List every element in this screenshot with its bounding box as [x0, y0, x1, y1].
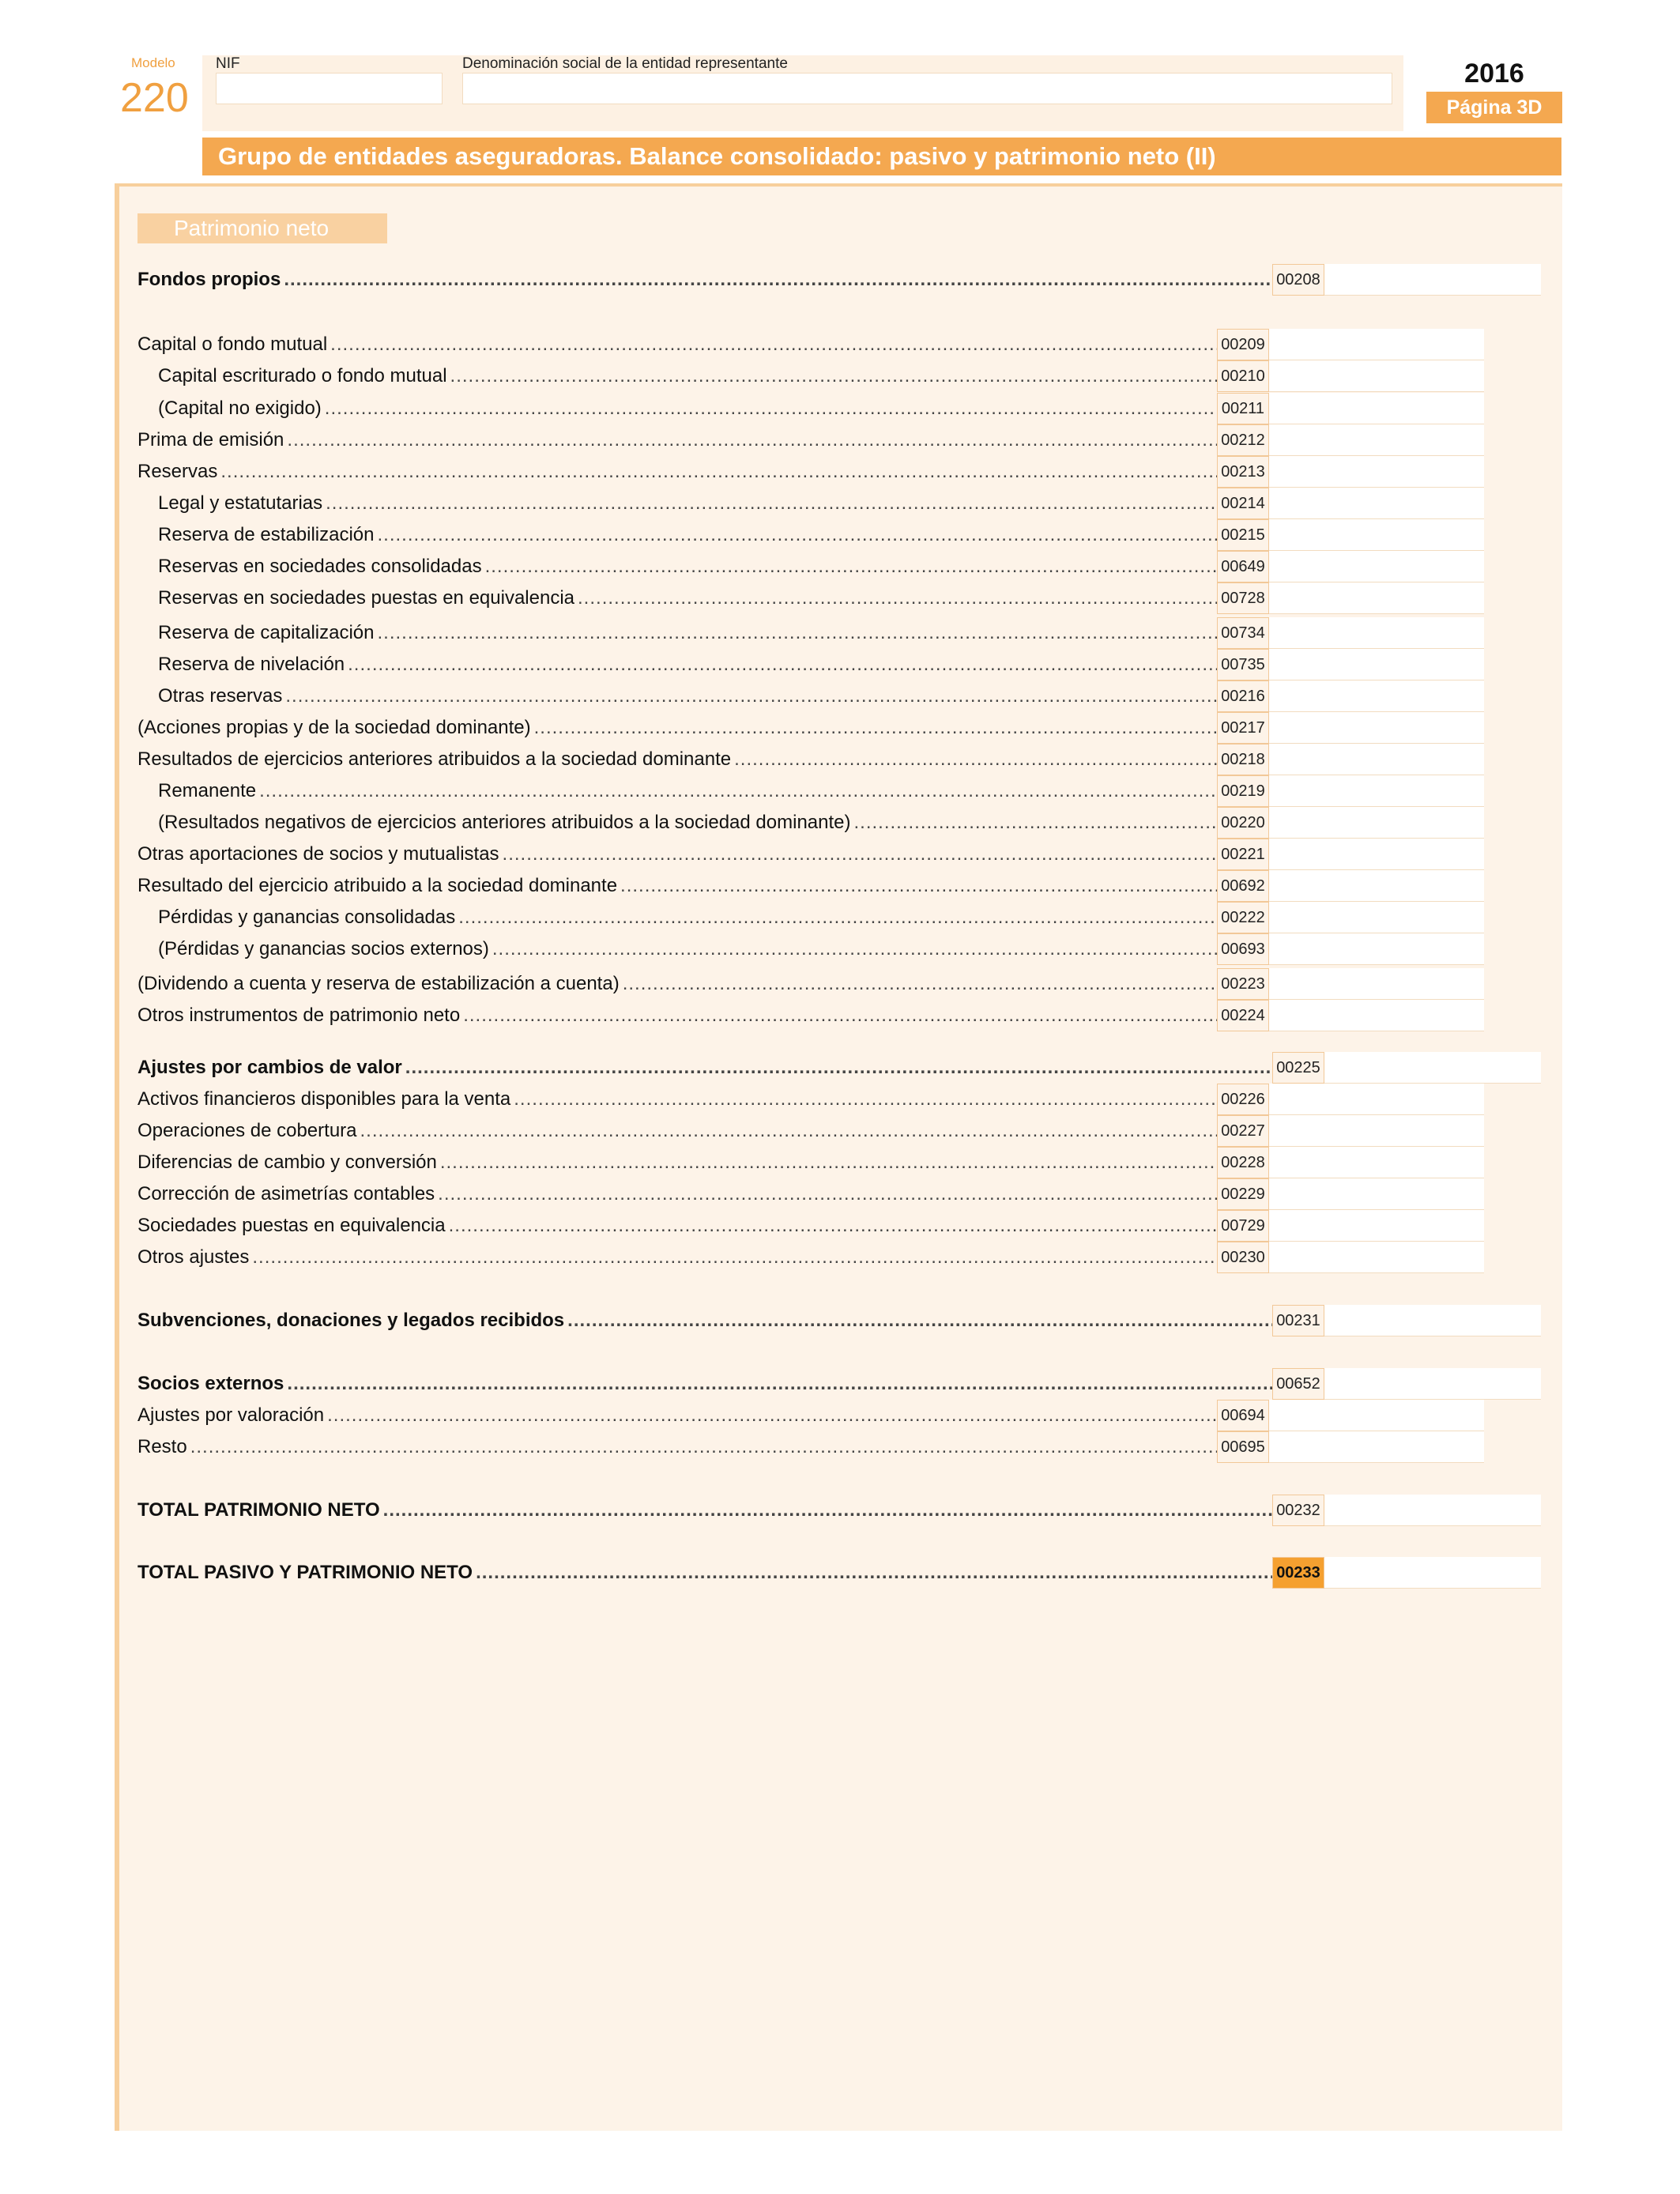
row-label: [137, 1057, 1272, 1079]
dot-leader: [383, 1499, 1272, 1521]
form-row: [137, 488, 1484, 519]
amount-field[interactable]: [1324, 1305, 1541, 1336]
dot-leader: [567, 1310, 1272, 1332]
dot-leader: [854, 812, 1218, 834]
box-code: 00649: [1217, 551, 1269, 582]
row-label-text: Reserva de estabilización: [158, 524, 375, 545]
form-row: [137, 1557, 1541, 1589]
row-label-text: TOTAL PASIVO Y PATRIMONIO NETO: [137, 1562, 473, 1583]
amount-field[interactable]: [1269, 807, 1484, 839]
form-row: [137, 1147, 1484, 1178]
box-code: 00230: [1217, 1242, 1269, 1273]
box-code: 00214: [1217, 488, 1269, 519]
modelo-label: Modelo: [131, 55, 175, 70]
form-row: [137, 839, 1484, 870]
amount-field[interactable]: [1269, 617, 1484, 649]
row-label: [137, 1436, 1217, 1458]
amount-field[interactable]: [1269, 902, 1484, 933]
form-row: [137, 933, 1484, 965]
form-row: [137, 1431, 1484, 1463]
form-row: [137, 329, 1484, 360]
form-row: [137, 360, 1484, 392]
dot-leader: [514, 1088, 1217, 1110]
dot-leader: [330, 334, 1217, 356]
form-row: [137, 744, 1484, 775]
page-badge: Página 3D: [1426, 92, 1562, 123]
box-code: 00223: [1217, 968, 1269, 1000]
amount-field[interactable]: [1269, 424, 1484, 456]
row-label: [137, 812, 1217, 834]
row-label: [137, 461, 1217, 483]
form-row: [137, 1178, 1484, 1210]
amount-field[interactable]: [1269, 1115, 1484, 1147]
dot-leader: [325, 398, 1217, 420]
dot-leader: [287, 1373, 1272, 1395]
row-label-text: Resto: [137, 1436, 187, 1457]
form-row: [137, 1400, 1484, 1431]
box-code: 00215: [1217, 519, 1269, 551]
form-row: [137, 1210, 1484, 1242]
dot-leader: [492, 938, 1217, 960]
amount-field[interactable]: [1269, 744, 1484, 775]
row-label-text: Reservas en sociedades consolidadas: [158, 556, 482, 577]
box-code: 00692: [1217, 870, 1269, 902]
dot-leader: [220, 461, 1217, 483]
box-code: 00225: [1272, 1052, 1324, 1084]
row-label: [137, 556, 1217, 578]
row-label-text: Otras aportaciones de socios y mutualistas: [137, 843, 499, 865]
row-label: [137, 1404, 1217, 1427]
amount-field[interactable]: [1324, 1368, 1541, 1400]
amount-field[interactable]: [1269, 1147, 1484, 1178]
dot-leader: [252, 1246, 1217, 1269]
form-row: [137, 870, 1484, 902]
row-label: [137, 938, 1217, 960]
row-label-text: Reservas en sociedades puestas en equivalencia: [158, 587, 575, 609]
row-label-text: (Pérdidas y ganancias socios externos): [158, 938, 489, 959]
row-label: [137, 587, 1217, 609]
row-label-text: Reservas: [137, 461, 218, 482]
box-code: 00224: [1217, 1000, 1269, 1031]
box-code: 00222: [1217, 902, 1269, 933]
form-row: [137, 551, 1484, 582]
row-label-text: (Capital no exigido): [158, 398, 322, 419]
box-code: 00734: [1217, 617, 1269, 649]
nif-field[interactable]: [216, 73, 443, 104]
row-label: [137, 843, 1217, 865]
amount-field[interactable]: [1269, 839, 1484, 870]
amount-field[interactable]: [1269, 1400, 1484, 1431]
amount-field[interactable]: [1269, 1178, 1484, 1210]
box-code: 00218: [1217, 744, 1269, 775]
dot-leader: [623, 973, 1217, 995]
row-label-text: (Acciones propias y de la sociedad dominante): [137, 717, 531, 738]
row-label-text: Capital escriturado o fondo mutual: [158, 365, 447, 386]
form-row: [137, 1368, 1541, 1400]
row-label: [137, 1152, 1217, 1174]
row-label-text: Fondos propios: [137, 269, 281, 290]
dot-leader: [284, 269, 1272, 291]
dot-leader: [440, 1152, 1217, 1174]
box-code: 00216: [1217, 680, 1269, 712]
amount-field[interactable]: [1269, 519, 1484, 551]
nif-label: NIF: [216, 55, 240, 72]
row-label: [137, 1215, 1217, 1237]
dot-leader: [287, 429, 1217, 451]
amount-field[interactable]: [1269, 680, 1484, 712]
box-code: 00693: [1217, 933, 1269, 965]
dot-leader: [348, 654, 1217, 676]
row-label-text: Ajustes por cambios de valor: [137, 1057, 402, 1078]
dot-leader: [405, 1057, 1272, 1079]
amount-field[interactable]: [1269, 393, 1484, 424]
amount-field[interactable]: [1269, 1431, 1484, 1463]
row-label: [137, 365, 1217, 387]
row-label: [137, 1183, 1217, 1205]
row-label-text: (Resultados negativos de ejercicios anteriores atribuidos a la sociedad dominante): [158, 812, 851, 833]
dot-leader: [377, 524, 1217, 546]
form-row: [137, 1495, 1541, 1526]
row-label-text: Otros instrumentos de patrimonio neto: [137, 1005, 461, 1026]
row-label: [137, 654, 1217, 676]
dot-leader: [326, 492, 1217, 515]
amount-field[interactable]: [1324, 1557, 1541, 1589]
row-label-text: Otras reservas: [158, 685, 283, 707]
row-label-text: Corrección de asimetrías contables: [137, 1183, 435, 1204]
amount-field[interactable]: [1324, 264, 1541, 296]
row-label: [137, 717, 1217, 739]
dot-leader: [458, 907, 1217, 929]
form-row: [137, 807, 1484, 839]
dot-leader: [734, 748, 1217, 771]
box-code: 00228: [1217, 1147, 1269, 1178]
dot-leader: [360, 1120, 1218, 1142]
amount-field[interactable]: [1269, 329, 1484, 360]
row-label: [137, 875, 1217, 897]
box-code: 00233: [1272, 1557, 1324, 1589]
amount-field[interactable]: [1269, 1242, 1484, 1273]
row-label-text: Resultados de ejercicios anteriores atribuidos a la sociedad dominante: [137, 748, 732, 770]
box-code: 00232: [1272, 1495, 1324, 1526]
form-row: [137, 649, 1484, 680]
amount-field[interactable]: [1269, 488, 1484, 519]
box-code: 00212: [1217, 424, 1269, 456]
row-label-text: Reserva de capitalización: [158, 622, 375, 643]
row-label: [137, 1499, 1272, 1521]
page-title: Grupo de entidades aseguradoras. Balance consolidado: pasivo y patrimonio neto (II): [202, 138, 1561, 175]
form-row: [137, 1000, 1484, 1031]
amount-field[interactable]: [1269, 870, 1484, 902]
row-label: [137, 685, 1217, 707]
dot-leader: [259, 780, 1217, 802]
row-label: [137, 429, 1217, 451]
row-label-text: Operaciones de cobertura: [137, 1120, 357, 1141]
denominacion-label: Denominación social de la entidad representante: [462, 55, 788, 72]
row-label: [137, 622, 1217, 644]
row-label-text: Remanente: [158, 780, 257, 801]
form-row: [137, 1115, 1484, 1147]
box-code: 00695: [1217, 1431, 1269, 1463]
row-label-text: Reserva de nivelación: [158, 654, 345, 675]
row-label: [137, 398, 1217, 420]
dot-leader: [503, 843, 1217, 865]
denominacion-field[interactable]: [462, 73, 1392, 104]
box-code: 00694: [1217, 1400, 1269, 1431]
form-row: [137, 1052, 1541, 1084]
form-row: [137, 456, 1484, 488]
amount-field[interactable]: [1269, 456, 1484, 488]
row-label-text: Otros ajustes: [137, 1246, 250, 1268]
row-label-text: Activos financieros disponibles para la venta: [137, 1088, 511, 1110]
row-label: [137, 1373, 1272, 1395]
box-code: 00652: [1272, 1368, 1324, 1400]
box-code: 00229: [1217, 1178, 1269, 1210]
box-code: 00209: [1217, 329, 1269, 360]
dot-leader: [534, 717, 1217, 739]
form-row: [137, 264, 1541, 296]
box-code: 00728: [1217, 582, 1269, 614]
row-label-text: Legal y estatutarias: [158, 492, 323, 514]
amount-field[interactable]: [1269, 1210, 1484, 1242]
amount-field[interactable]: [1269, 582, 1484, 614]
dot-leader: [620, 875, 1217, 897]
dot-leader: [485, 556, 1217, 578]
box-code: 00217: [1217, 712, 1269, 744]
amount-field[interactable]: [1269, 933, 1484, 965]
row-label: [137, 973, 1217, 995]
dot-leader: [449, 1215, 1217, 1237]
row-label-text: Diferencias de cambio y conversión: [137, 1152, 437, 1173]
amount-field[interactable]: [1269, 1084, 1484, 1115]
form-row: [137, 1242, 1484, 1273]
dot-leader: [476, 1562, 1272, 1584]
box-code: 00735: [1217, 649, 1269, 680]
row-label-text: Resultado del ejercicio atribuido a la sociedad dominante: [137, 875, 618, 896]
row-label: [137, 1310, 1272, 1332]
form-row: [137, 424, 1484, 456]
box-code: 00221: [1217, 839, 1269, 870]
dot-leader: [377, 622, 1217, 644]
row-label-text: Pérdidas y ganancias consolidadas: [158, 907, 456, 928]
row-label: [137, 748, 1217, 771]
row-label: [137, 492, 1217, 515]
dot-leader: [327, 1404, 1217, 1427]
row-label-text: Capital o fondo mutual: [137, 334, 328, 355]
box-code: 00211: [1217, 393, 1269, 424]
form-row: [137, 1305, 1541, 1336]
row-label-text: Ajustes por valoración: [137, 1404, 325, 1426]
form-row: [137, 519, 1484, 551]
amount-field[interactable]: [1324, 1052, 1541, 1084]
row-label-text: TOTAL PATRIMONIO NETO: [137, 1499, 380, 1521]
dot-leader: [450, 365, 1217, 387]
form-row: [137, 1084, 1484, 1115]
row-label: [137, 269, 1272, 291]
box-code: 00208: [1272, 264, 1324, 296]
form-row: [137, 775, 1484, 807]
row-label: [137, 334, 1217, 356]
amount-field[interactable]: [1269, 551, 1484, 582]
section-label: Patrimonio neto: [137, 213, 387, 243]
modelo-number: 220: [120, 75, 189, 121]
row-label-text: (Dividendo a cuenta y reserva de estabilización a cuenta): [137, 973, 620, 994]
form-row: [137, 617, 1484, 649]
row-label: [137, 524, 1217, 546]
form-row: [137, 680, 1484, 712]
form-row: [137, 712, 1484, 744]
amount-field[interactable]: [1269, 968, 1484, 1000]
box-code: 00226: [1217, 1084, 1269, 1115]
amount-field[interactable]: [1269, 649, 1484, 680]
box-code: 00210: [1217, 360, 1269, 392]
form-row: [137, 968, 1484, 1000]
dot-leader: [438, 1183, 1217, 1205]
year-label: 2016: [1464, 58, 1524, 89]
amount-field[interactable]: [1269, 1000, 1484, 1031]
box-code: 00729: [1217, 1210, 1269, 1242]
row-label: [137, 1246, 1217, 1269]
box-code: 00227: [1217, 1115, 1269, 1147]
dot-leader: [578, 587, 1217, 609]
form-row: [137, 393, 1484, 424]
row-label: [137, 780, 1217, 802]
dot-leader: [463, 1005, 1217, 1027]
box-code: 00220: [1217, 807, 1269, 839]
box-code: 00231: [1272, 1305, 1324, 1336]
amount-field[interactable]: [1324, 1495, 1541, 1526]
row-label: [137, 1562, 1272, 1584]
amount-field[interactable]: [1269, 712, 1484, 744]
row-label: [137, 907, 1217, 929]
row-label-text: Socios externos: [137, 1373, 284, 1394]
form-row: [137, 582, 1484, 614]
row-label-text: Sociedades puestas en equivalencia: [137, 1215, 446, 1236]
row-label: [137, 1120, 1217, 1142]
dot-leader: [285, 685, 1217, 707]
row-label-text: Prima de emisión: [137, 429, 284, 450]
form-row: [137, 902, 1484, 933]
row-label: [137, 1005, 1217, 1027]
row-label-text: Subvenciones, donaciones y legados recibidos: [137, 1310, 565, 1331]
row-label: [137, 1088, 1217, 1110]
box-code: 00213: [1217, 456, 1269, 488]
box-code: 00219: [1217, 775, 1269, 807]
amount-field[interactable]: [1269, 775, 1484, 807]
dot-leader: [190, 1436, 1217, 1458]
amount-field[interactable]: [1269, 360, 1484, 392]
